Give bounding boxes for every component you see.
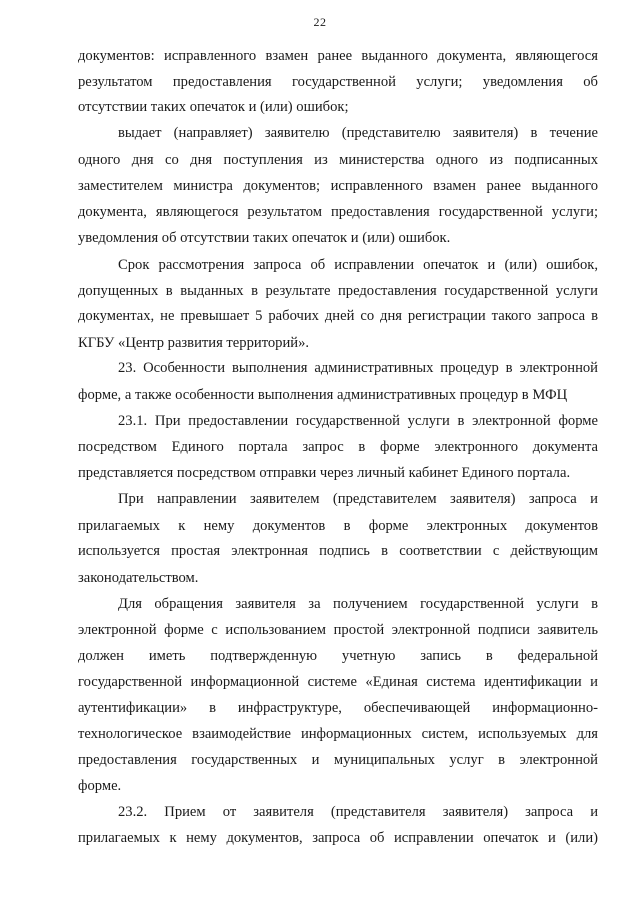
text-line: одного дня со дня поступления из министерства одного из подписанных (78, 152, 598, 168)
text-line: прилагаемых к нему документов в форме электронных документов (78, 518, 598, 534)
text-line: прилагаемых к нему документов, запроса об исправлении опечаток и (или) (78, 830, 598, 846)
text-line: посредством Единого портала запрос в форме электронного документа (78, 439, 598, 455)
text-line: заместителем министра документов; исправленного взамен ранее выданного (78, 178, 598, 194)
text-line: государственной информационной системе «Единая система идентификации и (78, 674, 598, 690)
text-line: представляется посредством отправки через личный кабинет Единого портала. (78, 465, 571, 481)
text-line: предоставления государственных и муниципальных услуг в электронной (78, 752, 598, 768)
text-line: КГБУ «Центр развития территорий». (78, 335, 310, 351)
text-line: Срок рассмотрения запроса об исправлении опечаток и (или) ошибок, (118, 257, 598, 273)
text-line: документах, не превышает 5 рабочих дней со дня регистрации такого запроса в (78, 308, 598, 324)
text-line: электронной форме с использованием простой электронной подписи заявитель (78, 622, 598, 638)
text-line: Для обращения заявителя за получением государственной услуги в (118, 596, 598, 612)
text-line: технологическое взаимодействие информационных систем, используемых для (78, 726, 598, 742)
text-line: При направлении заявителем (представителем заявителя) запроса и (118, 491, 598, 507)
text-line: форме. (78, 778, 122, 794)
section-heading: 23. Особенности выполнения административных процедур в электронной (118, 360, 598, 376)
text-line: допущенных в выданных в результате предоставления государственной услуги (78, 283, 598, 299)
text-line: выдает (направляет) заявителю (представителю заявителя) в течение (118, 125, 598, 141)
text-line: законодательством. (78, 570, 199, 586)
text-line: отсутствии таких опечаток и (или) ошибок; (78, 99, 349, 115)
page-number: 22 (313, 15, 327, 29)
text-line: 23.2. Прием от заявителя (представителя заявителя) запроса и (118, 804, 598, 820)
text-line: документов: исправленного взамен ранее выданного документа, являющегося (78, 48, 598, 64)
text-line: используется простая электронная подпись в соответствии с действующим (78, 543, 598, 559)
text-line: результатом предоставления государственной услуги; уведомления об (78, 74, 598, 90)
text-line: уведомления об отсутствии таких опечаток и (или) ошибок. (78, 230, 451, 246)
section-heading: форме, а также особенности выполнения административных процедур в МФЦ (78, 387, 568, 403)
text-line: 23.1. При предоставлении государственной услуги в электронной форме (118, 413, 598, 429)
text-line: документа, являющегося результатом предоставления государственной услуги; (78, 204, 598, 220)
text-line: должен иметь подтвержденную учетную запись в федеральной (78, 648, 598, 664)
text-line: аутентификации» в инфраструктуре, обеспечивающей информационно- (78, 700, 598, 716)
